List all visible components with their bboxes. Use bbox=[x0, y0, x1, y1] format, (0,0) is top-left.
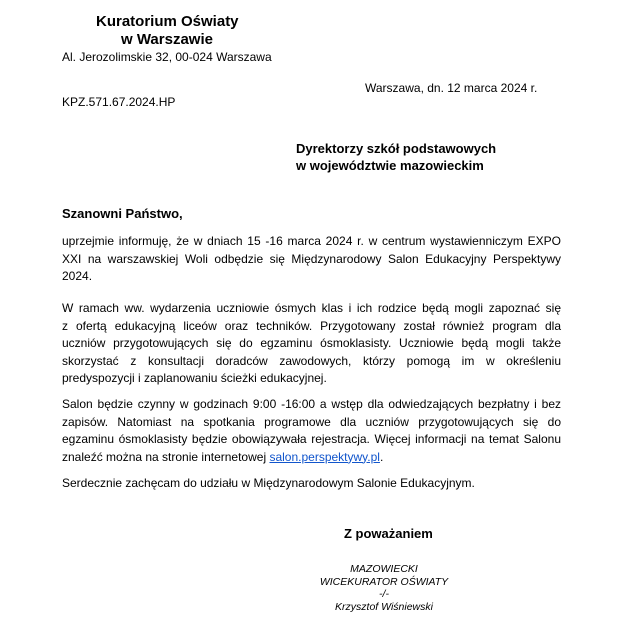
signature-line2: WICEKURATOR OŚWIATY bbox=[319, 575, 449, 588]
paragraph-2-line: z ofertą edukacyjną liceów oraz techników. Przygotowany został również program dla bbox=[62, 318, 561, 333]
recipient-line1: Dyrektorzy szkół podstawowych bbox=[296, 141, 497, 156]
website-link[interactable]: salon.perspektywy.pl bbox=[269, 449, 380, 464]
paragraph-3-line: egzaminu ósmoklasisty będzie obowiązywała rejestracja. Więcej informacji na temat Salonu bbox=[62, 432, 561, 446]
paragraph-1-line: 2024. bbox=[62, 269, 93, 283]
paragraph-3-line: zapisów. Natomiast na spotkania programowe dla uczniów przygotowujących się do bbox=[62, 414, 561, 429]
paragraph-3-period: . bbox=[379, 449, 384, 464]
paragraph-1-line: uprzejmie informuję, że w dniach 15 -16 marca 2024 r. w centrum wystawienniczym EXPO bbox=[62, 234, 561, 248]
paragraph-1-line: XXI na warszawskiej Woli odbędzie się Międzynarodowy Salon Edukacyjny Perspektywy bbox=[62, 251, 561, 266]
salutation: Szanowni Państwo, bbox=[62, 206, 183, 221]
place-date: Warszawa, dn. 12 marca 2024 r. bbox=[365, 81, 538, 95]
paragraph-3-line: Salon będzie czynny w godzinach 9:00 -16:00 a wstęp dla odwiedzających bezpłatny i bez bbox=[62, 397, 561, 411]
paragraph-2-line: W ramach ww. wydarzenia uczniowie ósmych klas i ich rodzice będą mogli zapoznać się bbox=[62, 301, 561, 315]
institution-city: w Warszawie bbox=[121, 31, 213, 48]
institution-name: Kuratorium Oświaty bbox=[96, 13, 239, 30]
paragraph-3-line bbox=[62, 449, 561, 467]
signature-line3: -/- bbox=[379, 588, 389, 600]
complimentary-close: Z poważaniem bbox=[344, 526, 433, 541]
recipient-line2: w województwie mazowieckim bbox=[296, 158, 484, 173]
institution-address: Al. Jerozolimskie 32, 00-024 Warszawa bbox=[62, 50, 272, 64]
paragraph-2-line: uczniów przygotowujących się do egzaminu ósmoklasisty. Uczniowie będą mogli także bbox=[62, 336, 561, 350]
paragraph-3-text: znaleźć można na stronie internetowej bbox=[62, 449, 270, 464]
closing-paragraph: Serdecznie zachęcam do udziału w Międzynarodowym Salonie Edukacyjnym. bbox=[62, 476, 475, 490]
paragraph-2 bbox=[62, 300, 561, 388]
paragraph-2-line: predyspozycji i zaplanowaniu ścieżki edukacyjnej. bbox=[62, 371, 327, 385]
reference-number: KPZ.571.67.2024.HP bbox=[62, 95, 176, 109]
paragraph-1 bbox=[62, 233, 561, 286]
signature-line1: MAZOWIECKI bbox=[350, 563, 418, 575]
paragraph-2-line: skorzystać z konsultacji doradców zawodowych, którzy pomogą im w określeniu bbox=[62, 353, 561, 368]
signature-block bbox=[306, 563, 462, 613]
paragraph-3 bbox=[62, 396, 561, 466]
signature-name: Krzysztof Wiśniewski bbox=[335, 600, 433, 613]
